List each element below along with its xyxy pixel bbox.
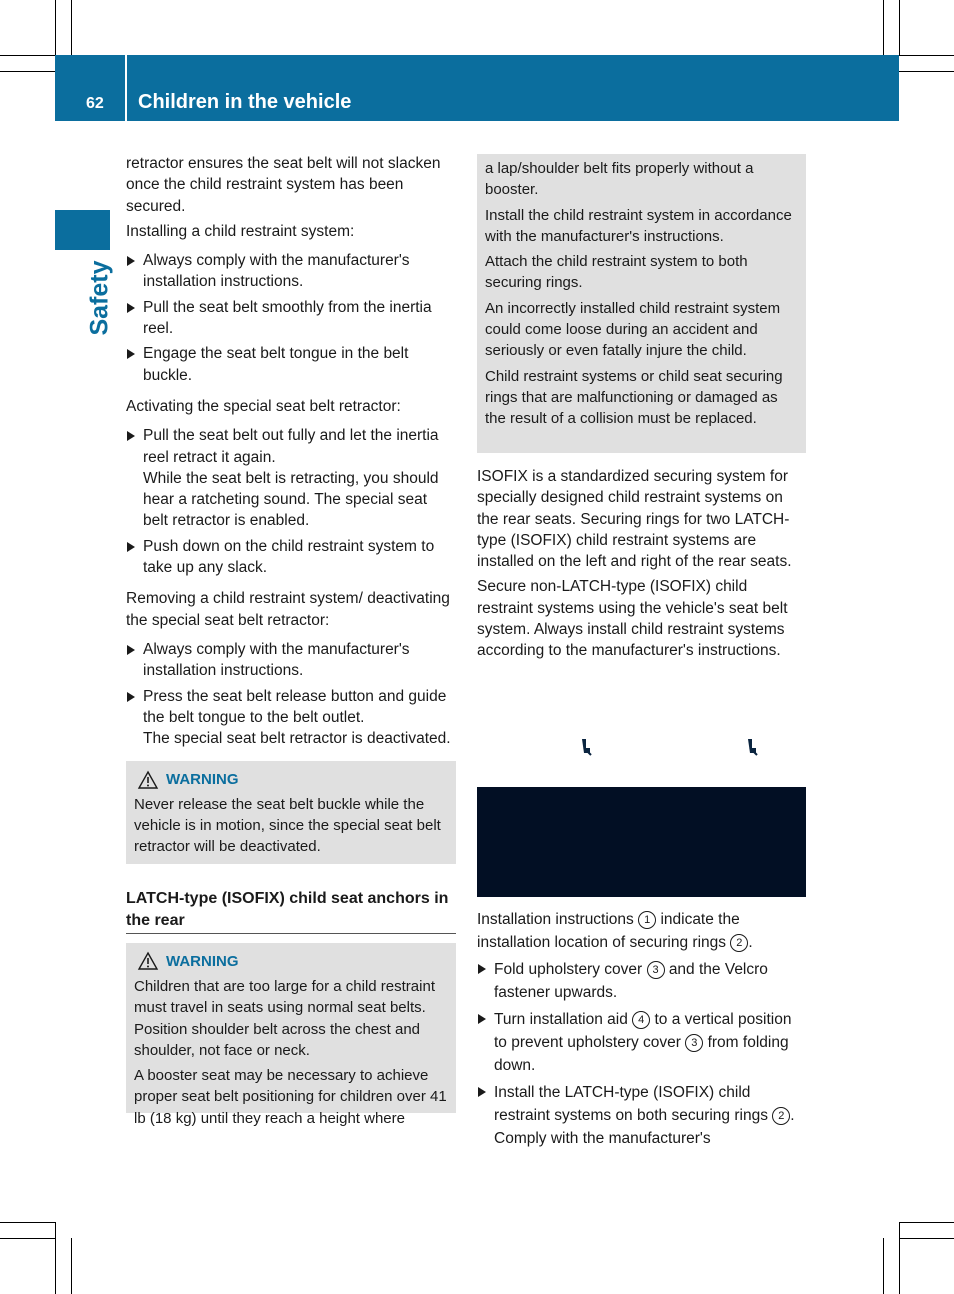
removing-step: Press the seat belt release button and guide the belt tongue to the belt outlet. The special seat belt retractor is deactivated. xyxy=(126,686,456,750)
step-arrow-icon xyxy=(478,1014,486,1024)
warning-text: Children that are too large for a child restraint must travel in seats using normal seat belts. Position shoulder belt across the chest and shoulder, not face or neck. xyxy=(134,977,435,1059)
warning-triangle-icon xyxy=(138,952,158,970)
warning-text: Never release the seat belt buckle while the vehicle is in motion, since the special seat belt retractor will be deactivated. xyxy=(134,795,441,856)
callout-2: 2 xyxy=(730,934,748,952)
warning-heading: WARNING xyxy=(138,769,448,790)
activating-step: Push down on the child restraint system to take up any slack. xyxy=(126,536,456,579)
step-arrow-icon xyxy=(478,964,486,974)
left-column xyxy=(126,153,456,1127)
header-divider xyxy=(125,55,127,121)
warning-text: A booster seat may be necessary to achieve proper seat belt positioning for children over 41 lb (18 kg) until they reach a height where xyxy=(134,1067,447,1127)
installation-step: Fold upholstery cover 3 and the Velcro fastener upwards. xyxy=(477,958,807,1004)
installing-step: Engage the seat belt tongue in the belt buckle. xyxy=(126,343,456,386)
step-arrow-icon xyxy=(127,349,135,359)
crop-mark xyxy=(899,1238,954,1239)
warning-text: a lap/shoulder belt fits properly without a booster. xyxy=(485,160,754,199)
crop-mark xyxy=(899,0,900,55)
section-heading: LATCH-type (ISOFIX) child seat anchors in the rear xyxy=(126,888,456,934)
crop-mark xyxy=(71,1238,72,1294)
step-arrow-icon xyxy=(127,692,135,702)
warning-triangle-icon xyxy=(138,771,158,789)
crop-mark xyxy=(883,0,884,55)
crop-mark xyxy=(899,1222,954,1223)
removing-label: Removing a child restraint system/ deactivating the special seat belt retractor: xyxy=(126,590,450,629)
step-arrow-icon xyxy=(478,1087,486,1097)
warning-text: Child restraint systems or child seat securing rings that are malfunctioning or damaged as the result of a collision must be replaced. xyxy=(485,367,783,428)
step-arrow-icon xyxy=(127,303,135,313)
crop-mark xyxy=(899,71,954,72)
section-tab xyxy=(55,210,110,250)
crop-mark xyxy=(0,1222,55,1223)
step-arrow-icon xyxy=(127,542,135,552)
crop-mark xyxy=(55,1222,56,1294)
securing-ring-icon xyxy=(741,736,763,758)
crop-mark xyxy=(883,1238,884,1294)
page-header xyxy=(55,55,899,121)
installation-step: Install the LATCH-type (ISOFIX) child restraint systems on both securing rings 2 . Comply with the manufacturer's xyxy=(477,1081,807,1150)
crop-mark xyxy=(0,55,55,56)
installation-text xyxy=(477,908,807,1150)
warning-box xyxy=(126,943,456,1127)
section-label: Safety xyxy=(85,260,114,336)
crop-mark xyxy=(71,0,72,55)
callout-3: 3 xyxy=(685,1034,703,1052)
callout-2: 2 xyxy=(772,1107,790,1125)
warning-text: An incorrectly installed child restraint system could come loose during an accident and seriously or even fatally injure the child. xyxy=(485,299,781,360)
warning-continuation xyxy=(477,154,806,453)
installing-step: Pull the seat belt smoothly from the inertia reel. xyxy=(126,297,456,340)
warning-box xyxy=(126,761,456,863)
crop-mark xyxy=(0,1238,55,1239)
isofix-text xyxy=(477,466,807,662)
callout-1: 1 xyxy=(638,911,656,929)
crop-mark xyxy=(899,1222,900,1294)
installation-step: Turn installation aid 4 to a vertical position to prevent upholstery cover 3 from folding down. xyxy=(477,1008,807,1077)
crop-mark xyxy=(899,55,954,56)
activating-label: Activating the special seat belt retractor: xyxy=(126,397,401,415)
warning-text: Install the child restraint system in accordance with the manufacturer's instructions. xyxy=(485,206,792,245)
page-title: Children in the vehicle xyxy=(138,91,352,113)
crop-mark xyxy=(55,0,56,55)
crop-mark xyxy=(0,71,55,72)
callout-3: 3 xyxy=(647,961,665,979)
step-arrow-icon xyxy=(127,256,135,266)
step-arrow-icon xyxy=(127,431,135,441)
isofix-paragraph: Secure non-LATCH-type (ISOFIX) child restraint systems using the vehicle's seat belt system. Always install child restraint systems according to the manufacturer's instructions. xyxy=(477,578,788,660)
installing-step: Always comply with the manufacturer's installation instructions. xyxy=(126,250,456,293)
securing-ring-icon xyxy=(575,736,597,758)
step-arrow-icon xyxy=(127,645,135,655)
page-number: 62 xyxy=(86,95,104,112)
removing-step: Always comply with the manufacturer's installation instructions. xyxy=(126,639,456,682)
isofix-paragraph: ISOFIX is a standardized securing system for specially designed child restraint systems on the rear seats. Securing rings for two LATCH-type (ISOFIX) child restraint systems are installed on the left and right of the rear seats. xyxy=(477,468,792,571)
activating-step: Pull the seat belt out fully and let the inertia reel retract it again. While the seat belt is retracting, you should hear a ratcheting sound. The special seat belt retractor is enabled. xyxy=(126,425,456,531)
installation-paragraph: Installation instructions 1 indicate the installation location of securing rings 2 . xyxy=(477,911,753,951)
intro-paragraph: retractor ensures the seat belt will not slacken once the child restraint system has been secured. xyxy=(126,155,441,215)
isofix-illustration xyxy=(477,700,807,897)
warning-text: Attach the child restraint system to both securing rings. xyxy=(485,253,748,292)
illustration-dark-panel xyxy=(477,787,806,897)
installing-label: Installing a child restraint system: xyxy=(126,222,355,240)
warning-heading: WARNING xyxy=(138,951,448,972)
callout-4: 4 xyxy=(632,1011,650,1029)
